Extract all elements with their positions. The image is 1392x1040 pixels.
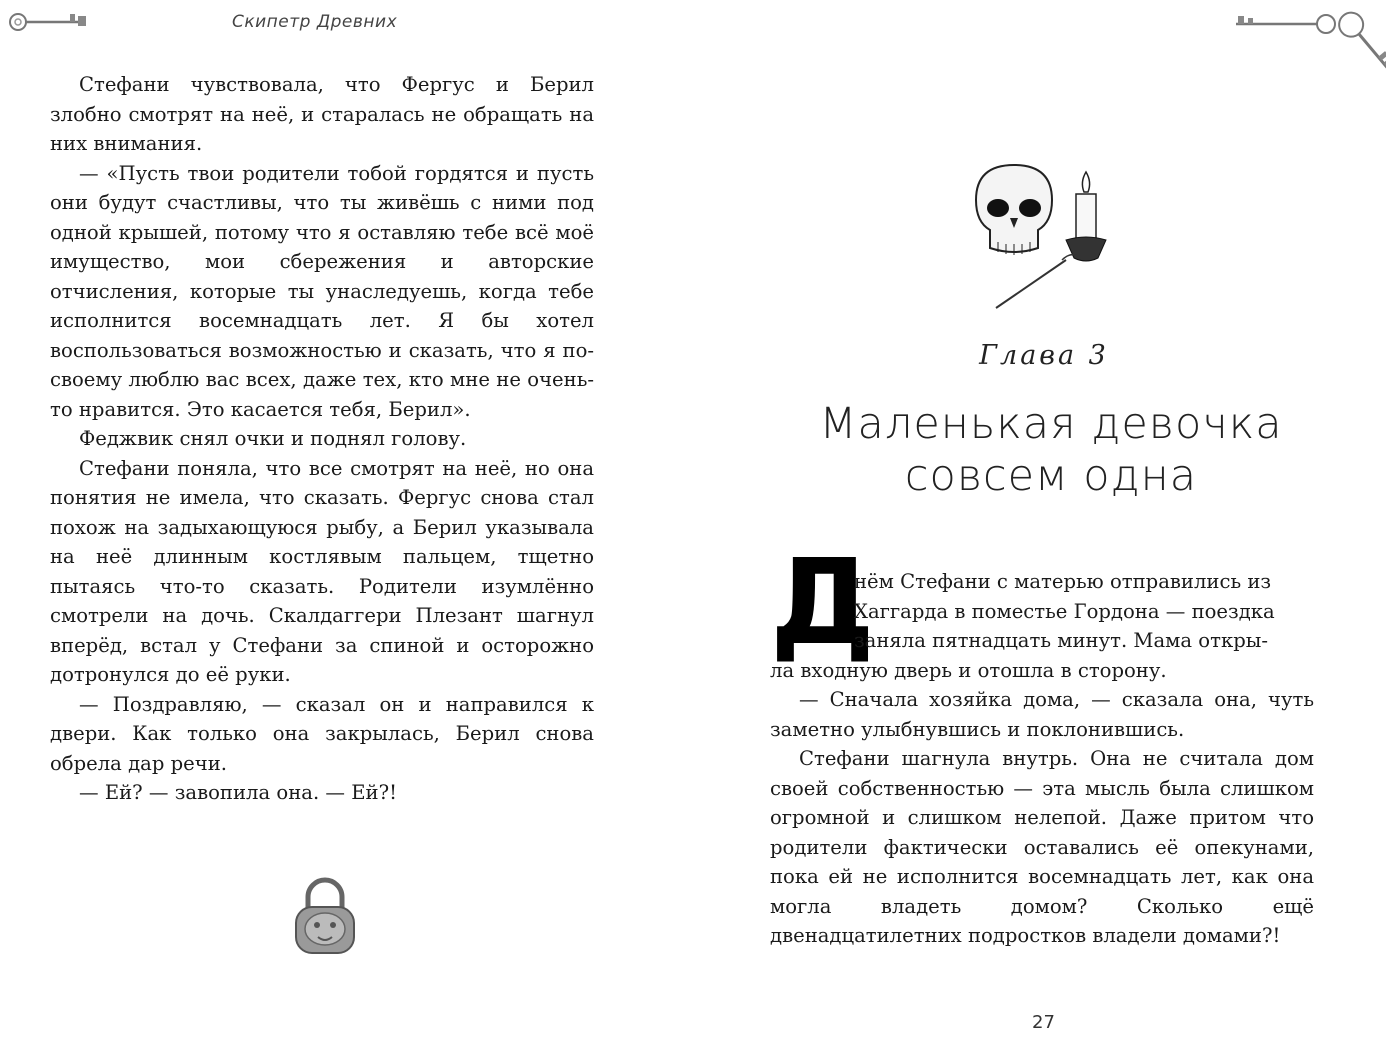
chapter-title-line: совсем одна bbox=[904, 451, 1198, 501]
left-body-text bbox=[50, 70, 594, 808]
paragraph: Феджвик снял очки и поднял голову. bbox=[79, 427, 467, 450]
chapter-title-line: Маленькая девочка bbox=[819, 399, 1283, 449]
text-line: ла входную дверь и отошла в сторону. bbox=[770, 658, 1167, 682]
text-line: заняла пятнадцать минут. Мама откры- bbox=[854, 629, 1268, 652]
right-body-text bbox=[770, 567, 1314, 951]
drop-cap: Д bbox=[770, 533, 876, 671]
first-paragraph bbox=[770, 567, 1314, 685]
paragraph: — Поздравляю, — сказал он и направился к двери. Как только она закрылась, Берил снова обрела дар речи. bbox=[50, 692, 594, 775]
paragraph: — Сначала хозяйка дома, — сказала она, чуть заметно улыбнувшись и поклонившись. bbox=[770, 688, 1314, 741]
paragraph: Стефани шагнула внутрь. Она не считала дом своей собственностью — эта мысль была слишком огромной и слишком нелепой. Даже притом что родители фактически оставались её опекунами, пока ей не исполнится восемнадцать лет, как она могла владеть домом? Сколько ещё двенадцатилетних подростков владели домами?! bbox=[770, 747, 1314, 947]
key-icon bbox=[1226, 6, 1386, 86]
chapter-label: Глава 3 bbox=[979, 340, 1109, 371]
text-line: нём Стефани с матерью отправились из bbox=[854, 570, 1272, 593]
paragraph: — Ей? — завопила она. — Ей?! bbox=[79, 781, 397, 804]
padlock-icon bbox=[290, 877, 360, 957]
running-head: Скипетр Древних bbox=[232, 12, 398, 32]
paragraph: Стефани поняла, что все смотрят на неё, но она понятия не имела, что сказать. Фергус снова стал похож на задыхающуюся рыбу, а Берил указывала на неё длинным костлявым пальцем, тщетно пытаясь что-то сказать. Родители изумлённо смотрели на дочь. Скалдаггери Плезант шагнул вперёд, встал у Стефани за спиной и осторожно дотронулся до её руки. bbox=[50, 456, 594, 686]
paragraph: Стефани чувствовала, что Фергус и Берил злобно смотрят на неё, и старалась не обращать на них внимания. bbox=[50, 73, 594, 155]
key-icon bbox=[6, 8, 96, 36]
page-number: 27 bbox=[1032, 1012, 1055, 1033]
right-page bbox=[696, 0, 1392, 1040]
text-line: Хаггарда в поместье Гордона — поездка bbox=[854, 599, 1275, 623]
paragraph: — «Пусть твои родители тобой гордятся и пусть они будут счастливы, что ты живёшь с ними под одной крышей, потому что я оставляю тебе всё моё имущество, мои сбережения и авторские отчисления, которые ты унаследуешь, когда тебе исполнится восемнадцать лет. Я бы хотел воспользоваться возможностью и сказать, что я по-своему люблю вас всех, даже тех, кто мне не очень-то нравится. Это касается тебя, Берил». bbox=[50, 161, 594, 421]
chapter-title bbox=[756, 398, 1346, 502]
skull-candle-illustration bbox=[966, 160, 1116, 320]
